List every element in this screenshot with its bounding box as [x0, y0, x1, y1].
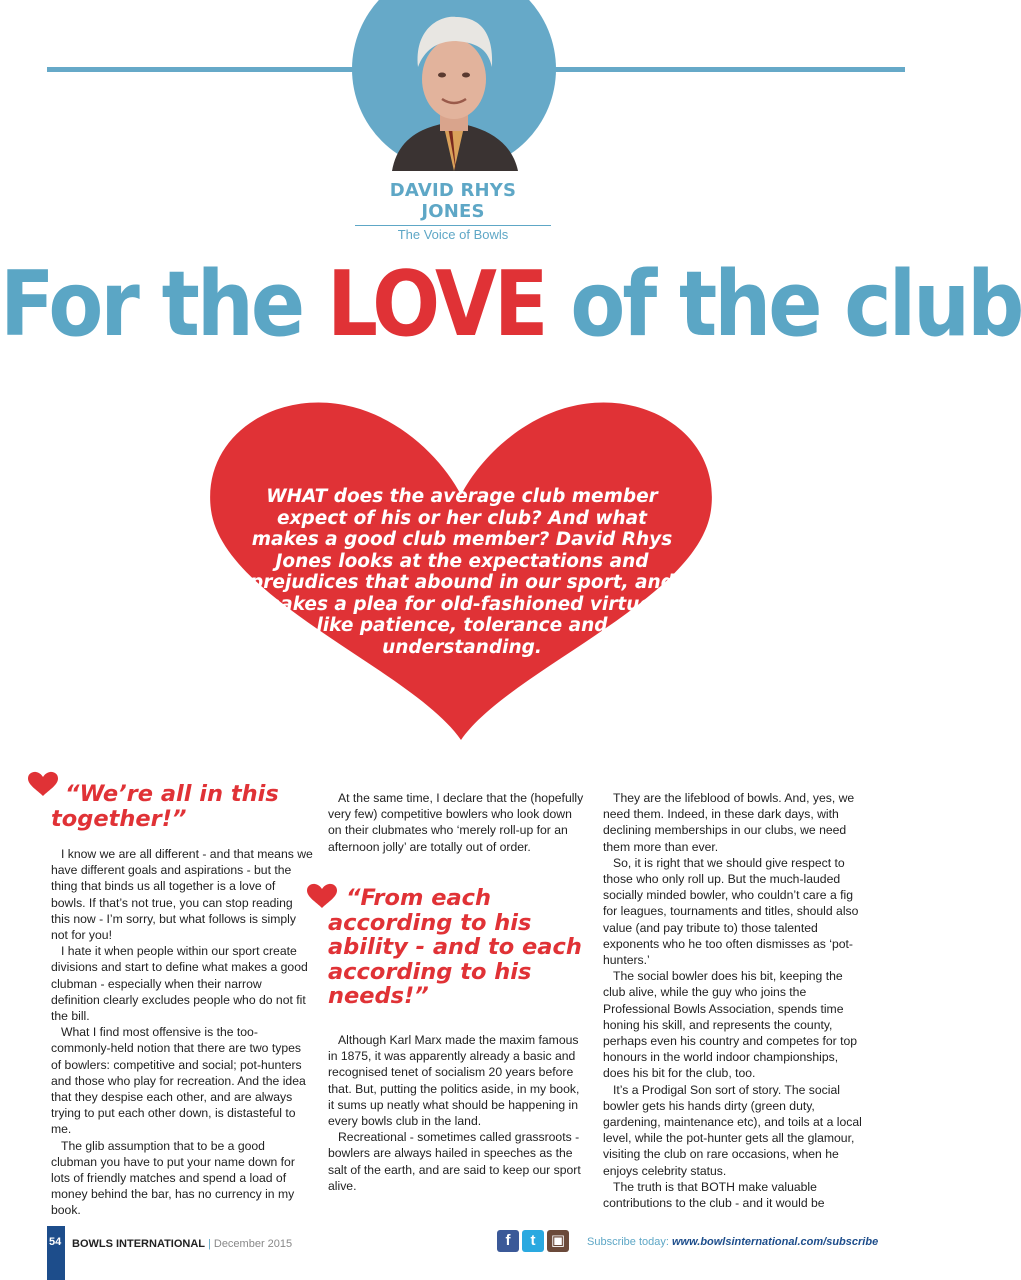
- pull-quote-line: according to his: [328, 958, 532, 985]
- article-column-2-bottom: [328, 1032, 584, 1194]
- headline-part-1: For the: [0, 252, 327, 357]
- footer-separator: |: [208, 1238, 211, 1250]
- subscribe-link[interactable]: www.bowlsinternational.com/subscribe: [672, 1236, 879, 1248]
- headline-highlight: LOVE: [326, 252, 546, 357]
- paragraph: I hate it when people within our sport create divisions and start to define what makes a good clubman - especially when their narrow definition clearly excludes people who do not fit the bill.: [51, 944, 308, 1024]
- author-photo: [352, 0, 556, 171]
- paragraph: Although Karl Marx made the maxim famous in 1875, it was apparently already a basic and recognised tenet of socialism 20 years before that. But, putting the politics aside, in my book, it sums up neatly what should be happening in every bowls club in the land.: [328, 1033, 580, 1129]
- instagram-icon[interactable]: [547, 1230, 569, 1252]
- paragraph: The social bowler does his bit, keeping the club alive, while the guy who joins the Professional Bowls Association, spends time honing his skill, and represents the county, perhaps even his country and competes for top honours in the world indoor championships, does his bit for the club, too.: [603, 969, 858, 1081]
- pull-quote-line: “We’re all in this: [65, 781, 279, 807]
- subscribe-line: [587, 1236, 878, 1248]
- paragraph: It’s a Prodigal Son sort of story. The social bowler gets his hands dirty (green duty, gardening, maintenance etc), and toils at a local level, while the pot-hunter gets all the glamour, visiting the club on rare occasions, when he enjoys celebrity status.: [603, 1082, 862, 1178]
- pull-quote-line: according to his: [328, 909, 532, 936]
- pull-quote-line: “From each: [346, 885, 492, 911]
- magazine-name: BOWLS INTERNATIONAL: [72, 1238, 206, 1250]
- paragraph: What I find most offensive is the too-commonly-held notion that there are two types of bowlers: competitive and social; pot-hunters and those who play for recreation. And the idea that they despise each other, and are always trying to put each other down, is distasteful to me.: [51, 1025, 306, 1137]
- subscribe-label: Subscribe today:: [587, 1236, 669, 1248]
- article-column-3: [603, 790, 865, 1211]
- pull-quote-together: [51, 782, 321, 831]
- pull-quote-marx: [328, 886, 588, 1009]
- paragraph: So, it is right that we should give respect to those who only roll up. But the much-lauded socially minded bowler, who couldn’t care a fig for leagues, tournaments and titles, should also value (and pay tribute to) those talented exponents who he too often dismisses as ‘pot-hunters.’: [603, 855, 859, 968]
- byline: [355, 180, 551, 242]
- paragraph: I know we are all different - and that means we have different goals and aspirations - but the thing that binds us all together is a love of bowls. If that’s not true, you can stop reading this now - I’m sorry, but what follows is simply not for you!: [51, 847, 313, 943]
- footer-page-tab: [47, 1226, 65, 1280]
- instagram-glyph: ▣: [550, 1232, 566, 1249]
- article-column-2-top: [328, 790, 584, 855]
- pull-quote-line: needs!”: [328, 983, 429, 1009]
- issue-date: December 2015: [213, 1238, 293, 1250]
- standfirst: WHAT does the average club member expect of his or her club? And what makes a good club member? David Rhys Jones looks at the expectations and prejudices that abound in our sport, and makes a plea for old-fashioned virtues like patience, tolerance and understanding.: [250, 486, 674, 658]
- paragraph: The glib assumption that to be a good clubman you have to put your name down for lots of friendly matches and spend a load of money behind the bar, has no currency in my book.: [51, 1138, 295, 1218]
- article-column-1: [51, 846, 313, 1219]
- paragraph: The truth is that BOTH make valuable contributions to the club - and it would be: [603, 1179, 825, 1211]
- footer-masthead: [72, 1238, 292, 1250]
- pull-quote-line: ability - and to each: [328, 934, 582, 960]
- column-title: The Voice of Bowls: [397, 227, 509, 242]
- twitter-icon[interactable]: [522, 1230, 544, 1252]
- facebook-icon[interactable]: [497, 1230, 519, 1252]
- article-headline: [0, 252, 1021, 357]
- pull-quote-line: together!”: [51, 805, 187, 832]
- paragraph: At the same time, I declare that the (hopefully very few) competitive bowlers who look down on their clubmates who ‘merely roll-up for an afternoon jolly’ are totally out of order.: [328, 791, 584, 854]
- paragraph: They are the lifeblood of bowls. And, yes, we need them. Indeed, in these dark days, with declining memberships in our clubs, we need them more than ever.: [603, 791, 855, 854]
- facebook-glyph: f: [505, 1232, 511, 1249]
- twitter-glyph: t: [530, 1232, 536, 1249]
- author-name: DAVID RHYS JONES: [355, 180, 551, 226]
- headline-part-2: of the club: [545, 252, 1021, 357]
- page-number: 54: [49, 1236, 62, 1248]
- paragraph: Recreational - sometimes called grassroots - bowlers are always hailed in speeches as the salt of the earth, and are said to keep our sport alive.: [328, 1130, 581, 1193]
- author-portrait-illustration: [352, 0, 556, 171]
